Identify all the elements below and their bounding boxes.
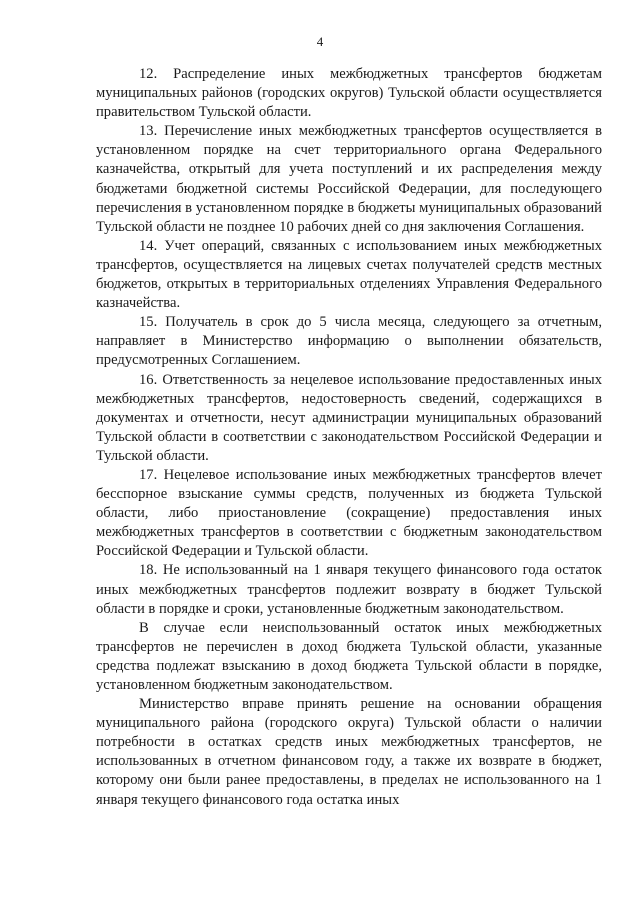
paragraph-13: 13. Перечисление иных межбюджетных трансфертов осуществляется в установленном порядке на счет территориального органа Федерального казначейства, открытый для учета поступлений и их распределения между бюджетами бюджетной системы Российской Федерации, для последующего перечисления в установленном порядке в бюджеты муниципальных образований Тульской области не позднее 10 рабочих дней со дня заключения Соглашения.	[96, 123, 602, 235]
paragraph-14: 14. Учет операций, связанных с использованием иных межбюджетных трансфертов, осуществляется на лицевых счетах получателей средств местных бюджетов, открытых в территориальных отделениях Управления Федерального казначейства.	[96, 237, 602, 312]
paragraph-15: 15. Получатель в срок до 5 числа месяца, следующего за отчетным, направляет в Министерство информацию о выполнении обязательств, предусмотренных Соглашением.	[96, 314, 602, 369]
paragraph-16: 16. Ответственность за нецелевое использование предоставленных иных межбюджетных трансфертов, недостоверность сведений, содержащихся в документах и отчетности, несут администрации муниципальных образований Тульской области в соответствии с законодательством Российской Федерации и Тульской области.	[96, 371, 602, 464]
document-body	[96, 65, 602, 810]
paragraph-unreturned-balance: В случае если неиспользованный остаток иных межбюджетных трансфертов не перечислен в доход бюджета Тульской области, указанные средства подлежат взысканию в доход бюджета Тульской области в порядке, установленном бюджетным законодательством.	[96, 619, 602, 693]
paragraph-ministry-decision: Министерство вправе принять решение на основании обращения муниципального района (городского округа) Тульской области о наличии потребности в остатках средств иных межбюджетных трансфертов, не использованных в отчетном финансовом году, а также их возврате в бюджет, которому они были ранее предоставлены, в пределах не использованного на 1 января текущего финансового года остатка иных	[96, 696, 602, 808]
paragraph-18: 18. Не использованный на 1 января текущего финансового года остаток иных межбюджетных трансфертов подлежит возврату в бюджет Тульской области в порядке и сроки, установленные бюджетным законодательством.	[96, 562, 602, 617]
paragraph-17: 17. Нецелевое использование иных межбюджетных трансфертов влечет бесспорное взыскание суммы средств, полученных из бюджета Тульской области, либо приостановление (сокращение) предоставления иных межбюджетных трансфертов в соответствии с бюджетным законодательством Российской Федерации и Тульской области.	[96, 466, 602, 560]
paragraph-12: 12. Распределение иных межбюджетных трансфертов бюджетам муниципальных районов (городских округов) Тульской области осуществляется правительством Тульской области.	[96, 66, 602, 121]
page-number: 4	[316, 34, 324, 49]
